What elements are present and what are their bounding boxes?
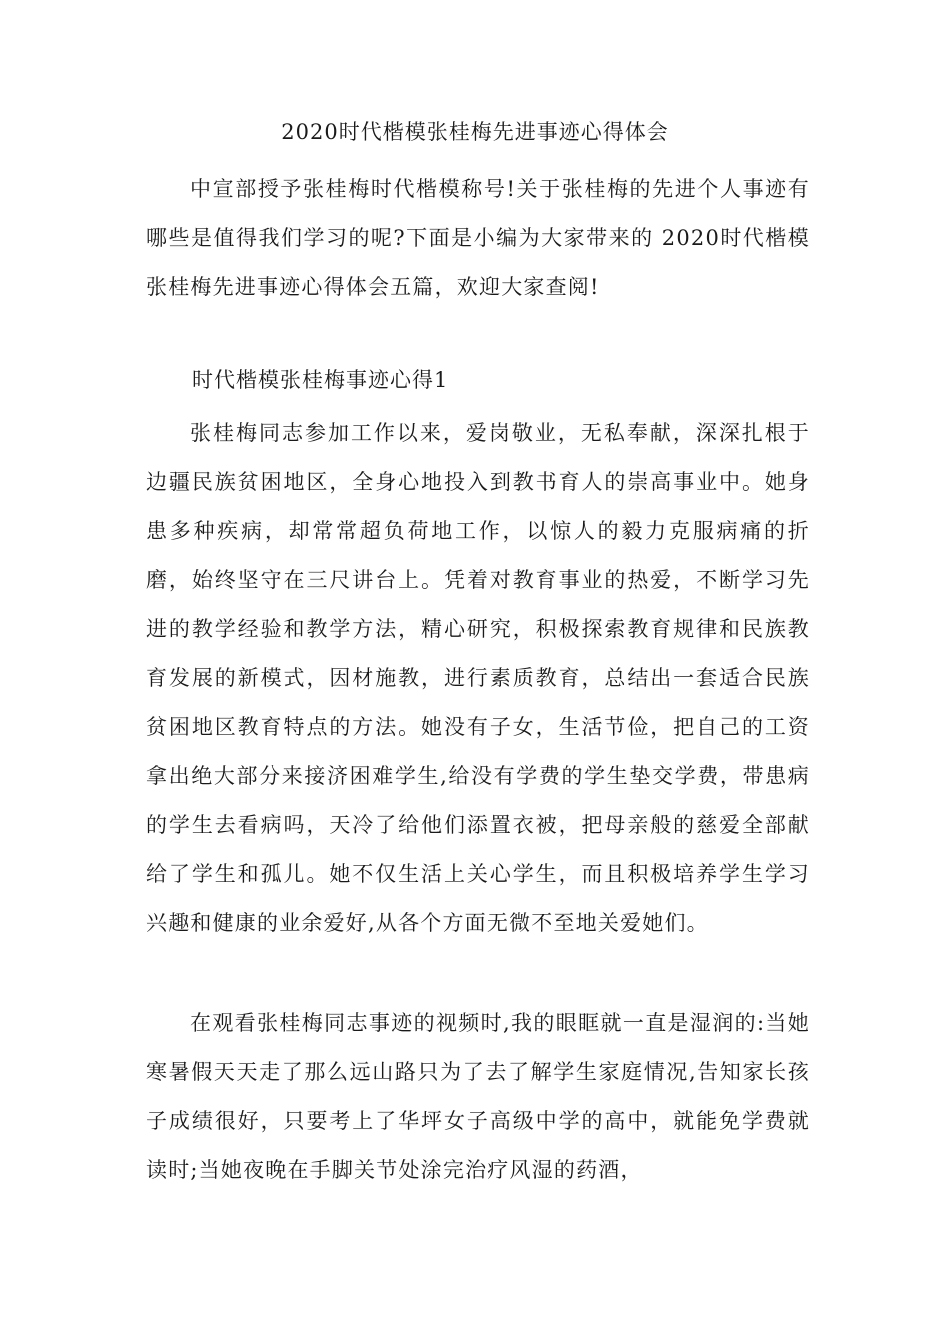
body-paragraph: 在观看张桂梅同志事迹的视频时,我的眼眶就一直是湿润的:当她寒暑假天天走了那么远山路只为了去了解学生家庭情况,告知家长孩子成绩很好，只要考上了华坪女子高级中学的高中，就能免学费就读时;当她夜晚在手脚关节处涂完治疗风湿的药酒， bbox=[146, 1011, 810, 1182]
body-paragraph: 张桂梅同志参加工作以来，爱岗敬业，无私奉献，深深扎根于边疆民族贫困地区，全身心地投入到教书育人的崇高事业中。她身患多种疾病，却常常超负荷地工作，以惊人的毅力克服病痛的折磨，始终坚守在三尺讲台上。凭着对教育事业的热爱，不断学习先进的教学经验和教学方法，精心研究，积极探索教育规律和民族教育发展的新模式，因材施教，进行素质教育，总结出一套适合民族贫困地区教育特点的方法。她没有子女，生活节俭，把自己的工资拿出绝大部分来接济困难学生,给没有学费的学生垫交学费，带患病的学生去看病吗，天冷了给他们添置衣被，把母亲般的慈爱全部献给了学生和孤儿。她不仅生活上关心学生，而且积极培养学生学习兴趣和健康的业余爱好,从各个方面无微不至地关爱她们。 bbox=[146, 421, 810, 935]
intro-paragraph: 中宣部授予张桂梅时代楷模称号!关于张桂梅的先进个人事迹有哪些是值得我们学习的呢?下面是小编为大家带来的 2020时代楷模张桂梅先进事迹心得体会五篇，欢迎大家查阅! bbox=[146, 177, 810, 299]
document-title: 2020时代楷模张桂梅先进事迹心得体会 bbox=[281, 120, 669, 144]
section-heading: 时代楷模张桂梅事迹心得1 bbox=[192, 368, 449, 392]
